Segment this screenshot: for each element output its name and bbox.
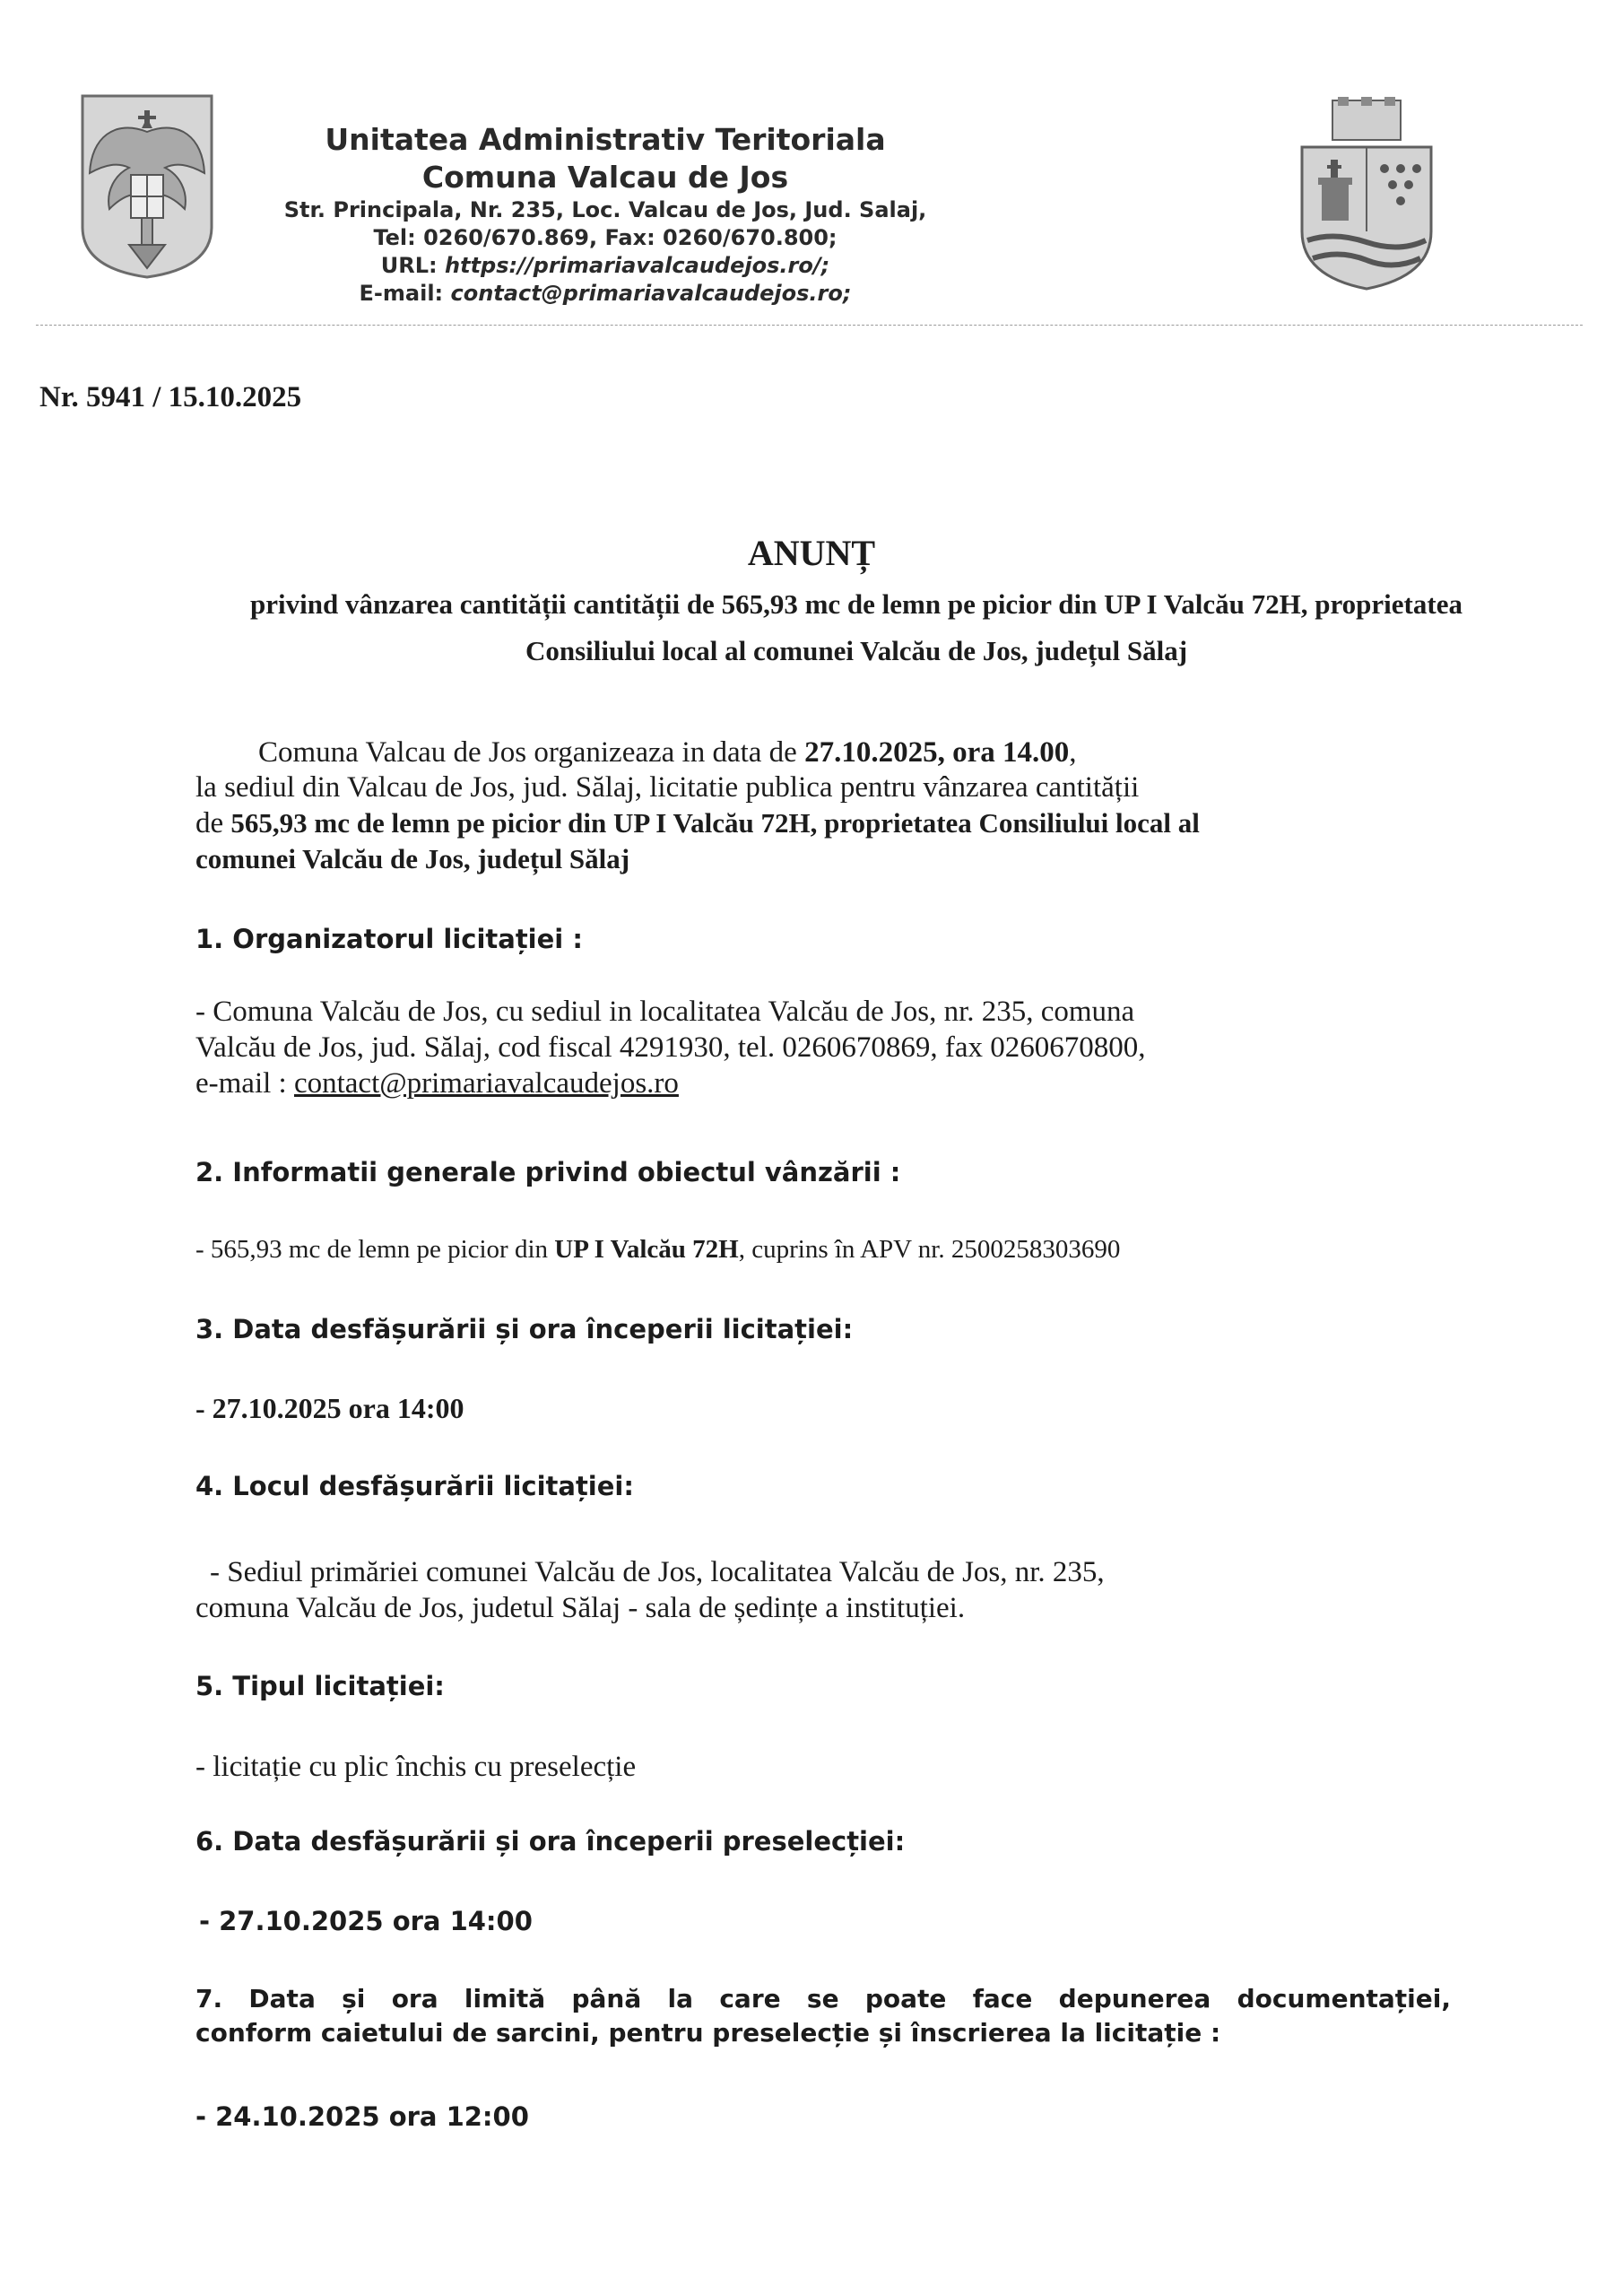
section-7-value: - 24.10.2025 ora 12:00 — [195, 2101, 529, 2132]
header-divider — [36, 325, 1583, 326]
org-name: Unitatea Administrativ Teritoriala Comuna Valcau de Jos — [325, 122, 886, 195]
org-phone-fax: Tel: 0260/670.869, Fax: 0260/670.800; — [373, 225, 838, 250]
section-3-title: 3. Data desfășurării și ora începerii licitației: — [195, 1314, 854, 1344]
section-1-title: 1. Organizatorul licitației : — [195, 924, 583, 954]
intro-paragraph: Comuna Valcau de Jos organizeaza in data de 27.10.2025, ora 14.00, la sediul din Valcau de Jos, jud. Sălaj, licitatie publica pentru vânzarea cantității de 565,93 mc de lemn pe picior din UP I Valcău 72H, proprietatea Consiliului local al comunei Valcău de Jos, județul Sălaj — [195, 736, 1200, 874]
header-block — [269, 121, 942, 308]
section-3-value: - 27.10.2025 ora 14:00 — [195, 1392, 464, 1424]
url-link[interactable]: https://primariavalcaudejos.ro/; — [445, 253, 830, 278]
section-2-title: 2. Informatii generale privind obiectul vânzării : — [195, 1157, 901, 1187]
section-4-title: 4. Locul desfășurării licitației: — [195, 1471, 634, 1501]
org-email-line — [269, 280, 942, 308]
url-label: URL: — [380, 253, 438, 278]
email-link[interactable]: contact@primariavalcaudejos.ro; — [450, 281, 852, 306]
romania-coat-of-arms-logo — [79, 92, 215, 281]
commune-coat-of-arms-logo — [1298, 97, 1435, 292]
document-title: ANUNȚ — [747, 533, 876, 573]
section-5-title: 5. Tipul licitației: — [195, 1671, 445, 1701]
org-address: Str. Principala, Nr. 235, Loc. Valcau de Jos, Jud. Salaj, — [283, 197, 927, 222]
section-6-value: - 27.10.2025 ora 14:00 — [199, 1906, 533, 1936]
section-4-body: - Sediul primăriei comunei Valcău de Jos, localitatea Valcău de Jos, nr. 235, comuna Valcău de Jos, judetul Sălaj - sala de ședințe a instituției. — [195, 1556, 1105, 1624]
section-5-value: - licitație cu plic închis cu preselecție — [195, 1751, 637, 1783]
section-2-body: - 565,93 mc de lemn pe picior din UP I Valcău 72H, cuprins în APV nr. 2500258303690 — [195, 1235, 1121, 1264]
subtitle-line-2: Consiliului local al comunei Valcău de Jos, județul Sălaj — [525, 635, 1188, 666]
section-7-title: 7. Data și ora limită până la care se poate face depunerea documentației, conform caietului de sarcini, pentru preselecție și înscrierea la licitație : — [195, 1984, 1451, 2048]
subtitle-line-1: privind vânzarea cantității cantității de 565,93 mc de lemn pe picior din UP I Valcău 72H, proprietatea — [250, 588, 1462, 620]
document-subtitle — [126, 581, 1587, 674]
document-number: Nr. 5941 / 15.10.2025 — [39, 381, 302, 413]
contact-email-link[interactable]: contact@primariavalcaudejos.ro — [293, 1067, 679, 1100]
section-6-title: 6. Data desfășurării și ora începerii preselecției: — [195, 1826, 906, 1857]
org-url-line — [269, 252, 942, 280]
section-1-body: - Comuna Valcău de Jos, cu sediul in localitatea Valcău de Jos, nr. 235, comuna Valcău de Jos, jud. Sălaj, cod fiscal 4291930, tel. 0260670869, fax 0260670800, e-mail : contact@primariavalcaudejos.ro — [195, 996, 1146, 1100]
email-label: E-mail: — [359, 281, 444, 306]
